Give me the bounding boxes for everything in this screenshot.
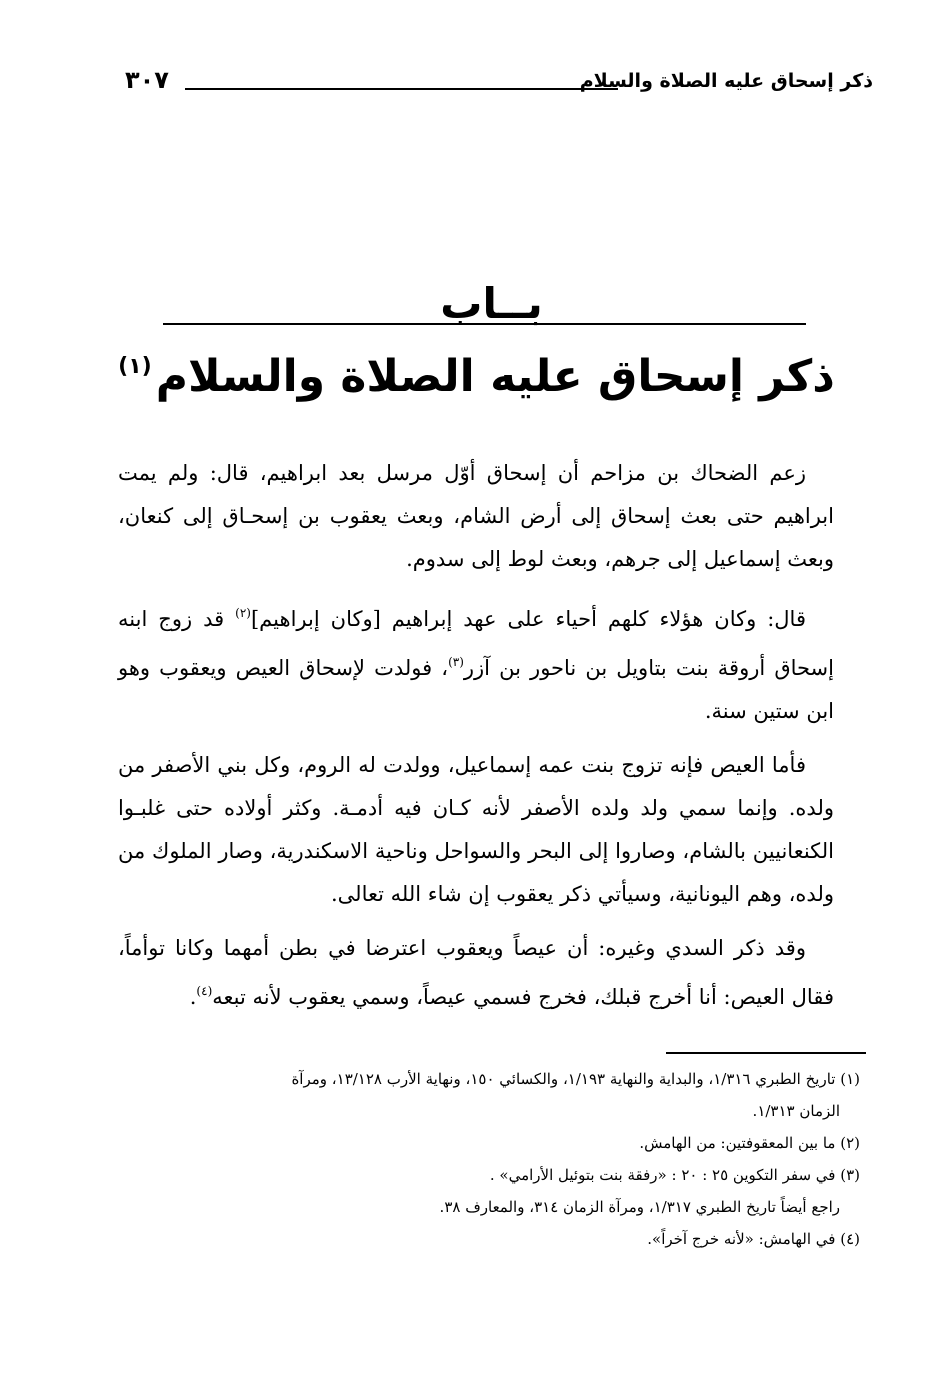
page-number: ٣٠٧ [125,66,169,94]
footnote-ref: (٤) [196,984,213,998]
footnote-continuation: راجع أيضاً تاريخ الطبري ١/٣١٧، ومرآة الزمان ٣١٤، والمعارف ٣٨. [439,1198,840,1216]
header-rule [185,88,618,90]
paragraph-text: ، فولدت لإسحاق العيص ويعقوب وهو ابن ستين سنة. [118,656,834,723]
footnotes [110,1063,866,1255]
paragraph-text: قد زوج ابنه إسحاق أروقة بنت بتاويل بن ناحور بن آزر [118,607,834,680]
paragraph-text: . [189,985,197,1009]
running-header [125,66,873,102]
footnote: (٢) ما بين المعقوفتين: من الهامش. [639,1134,860,1152]
footnote: (٤) في الهامش: «لأنه خرج آخراً». [647,1230,860,1248]
paragraph-text: وقد ذكر السدي وغيره: أن عيصاً ويعقوب اعترضا في بطن أمهما وكانا توأماً، فقال العيص: أنا أخرج قبلك، فخرج فسمي عيصاً، وسمي يعقوب لأنه تبعه [118,936,834,1009]
footnote: (٣) في سفر التكوين ٢٥ : ٢٠ : «رفقة بنت بتوئيل الأرامي» . [489,1166,860,1184]
paragraph-text: زعم الضحاك بن مزاحم أن إسحاق أوّل مرسل بعد ابراهيم، قال: ولم يمت ابراهيم حتى بعث إسحاق إلى أرض الشام، وبعث يعقوب بن إسحـاق إلى كنعان، وبعث إسماعيل إلى جرهم، وبعث لوط إلى سدوم. [118,461,834,571]
paragraph [118,744,834,916]
paragraph [118,452,834,581]
paragraph [118,592,834,733]
paragraph-text: قال: وكان هؤلاء كلهم أحياء على عهد إبراهيم [وكان إبراهيم] [250,607,806,631]
paragraph [118,927,834,1019]
footnote-ref: (٣) [448,655,464,669]
body-text [118,452,834,1030]
chapter-rule [163,323,806,325]
chapter-title-text: ذكر إسحاق عليه الصلاة والسلام [155,351,835,402]
footnote-continuation: الزمان ١/٣١٣. [752,1102,840,1120]
footnote-rule [666,1052,866,1054]
running-title: ذكر إسحاق عليه الصلاة والسلام [579,70,873,92]
chapter-title [0,340,943,404]
footnote: (١) تاريخ الطبري ١/٣١٦، والبداية والنهاية ١/١٩٣، والكسائي ١٥٠، ونهاية الأرب ١٣/١٢٨، ومرآة [291,1070,860,1088]
footnote-ref: (٢) [235,606,251,620]
chapter-label: بــاب [440,279,543,328]
paragraph-text: فأما العيص فإنه تزوج بنت عمه إسماعيل، وولدت له الروم، وكل بني الأصفر من ولده. وإنما سمي ولد ولده الأصفر لأنه كـان فيه أدمـة. وكثر أولاده حتى غلبـوا الكنعانيين بالشام، وصاروا إلى البحر والسواحل وناحية الاسكندرية، وصار الملوك من ولده، وهم اليونانية، وسيأتي ذكر يعقوب إن شاء الله تعالى. [118,753,834,906]
footnote-ref: (١) [118,354,152,379]
